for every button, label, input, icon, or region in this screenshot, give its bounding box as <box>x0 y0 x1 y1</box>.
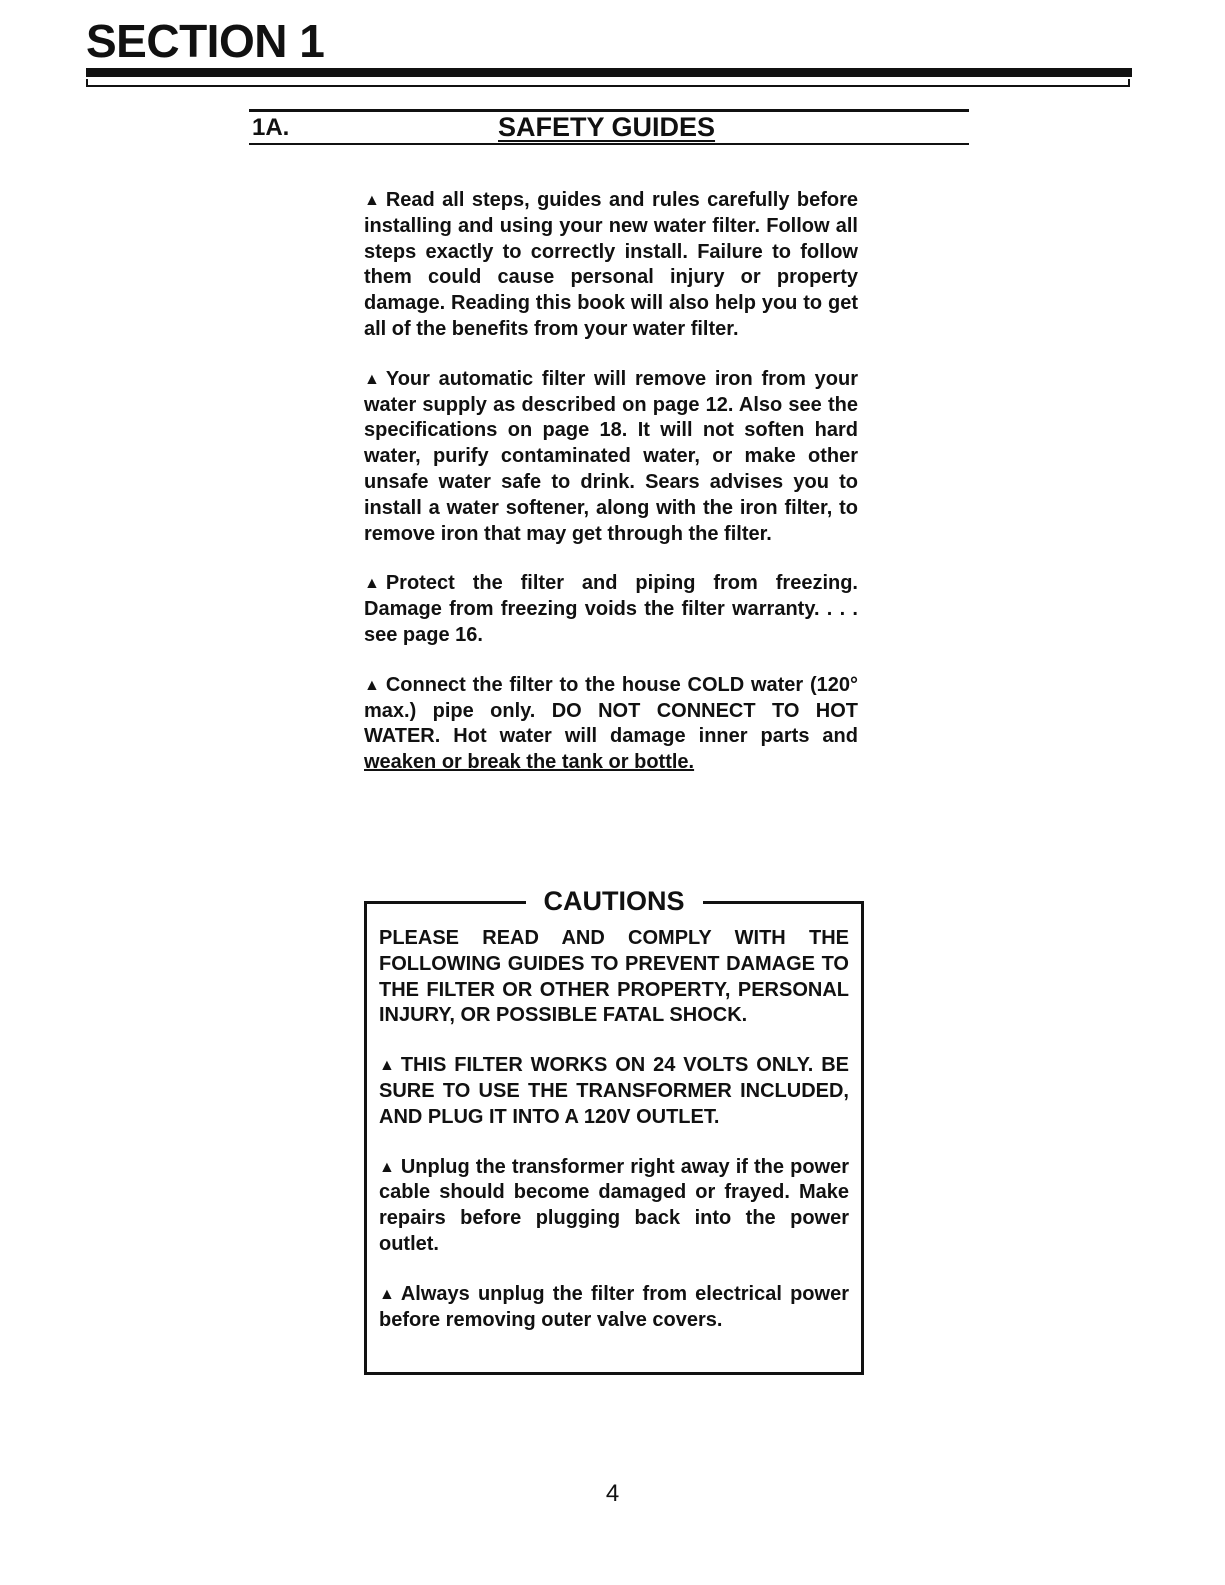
paragraph-text: Protect the filter and piping from freezing. Damage from freezing voids the filter warranty. . . . see page 16. <box>364 572 858 646</box>
safety-paragraph <box>364 367 858 548</box>
paragraph-text: Read all steps, guides and rules carefully before installing and using your new water filter. Follow all steps exactly to correctly install. Failure to follow them could cause personal injury or property damage. Reading this book will also help you to get all of the benefits from your water filter. <box>364 189 858 340</box>
subsection-title: SAFETY GUIDES <box>498 112 716 142</box>
triangle-bullet-icon: ▲ <box>364 192 380 209</box>
caution-item <box>379 1155 849 1258</box>
paragraph-text: Connect the filter to the house COLD water (120° max.) pipe only. DO NOT CONNECT TO HOT WATER. Hot water will damage inner parts and <box>364 673 858 748</box>
subsection-bottom-rule <box>249 143 969 145</box>
triangle-bullet-icon: ▲ <box>379 1057 395 1075</box>
caution-text: THIS FILTER WORKS ON 24 VOLTS ONLY. BE SURE TO USE THE TRANSFORMER INCLUDED, AND PLUG IT INTO A 120V OUTLET. <box>379 1054 849 1128</box>
triangle-bullet-icon: ▲ <box>379 1158 395 1176</box>
page-number: 4 <box>605 1480 620 1507</box>
paragraph-text: Your automatic filter will remove iron from your water supply as described on page 12. Also see the specifications on page 18. It will not soften hard water, purify contaminated water, or make other unsafe water safe to drink. Sears advises you to install a water softener, along with the iron filter, to remove iron that may get through the filter. <box>364 367 858 545</box>
cautions-box <box>364 886 864 1375</box>
caution-text: Unplug the transformer right away if the power cable should become damaged or frayed. Make repairs before plugging back into the power outlet. <box>379 1155 849 1255</box>
header-rule-box <box>86 79 1130 87</box>
caution-item <box>379 1282 849 1334</box>
triangle-bullet-icon: ▲ <box>364 575 380 593</box>
underlined-warning: weaken or break the tank or bottle. <box>364 751 695 774</box>
cautions-heading <box>367 886 861 917</box>
triangle-bullet-icon: ▲ <box>379 1285 395 1303</box>
safety-guides-body <box>364 188 858 800</box>
section-title: SECTION 1 <box>86 15 325 67</box>
cautions-intro: PLEASE READ AND COMPLY WITH THE FOLLOWING GUIDES TO PREVENT DAMAGE TO THE FILTER OR OTHER PROPERTY, PERSONAL INJURY, OR POSSIBLE FATAL SHOCK. <box>379 927 849 1027</box>
cautions-title: CAUTIONS <box>526 886 703 916</box>
safety-paragraph <box>364 673 858 776</box>
triangle-bullet-icon: ▲ <box>364 370 380 388</box>
header-rule-thick <box>86 68 1132 77</box>
cautions-body <box>379 926 849 1357</box>
subsection-label: 1A. <box>252 114 290 141</box>
safety-paragraph <box>364 188 858 343</box>
triangle-bullet-icon: ▲ <box>364 676 380 694</box>
safety-paragraph <box>364 571 858 648</box>
caution-text: Always unplug the filter from electrical power before removing outer valve covers. <box>379 1282 849 1331</box>
caution-item <box>379 1053 849 1130</box>
